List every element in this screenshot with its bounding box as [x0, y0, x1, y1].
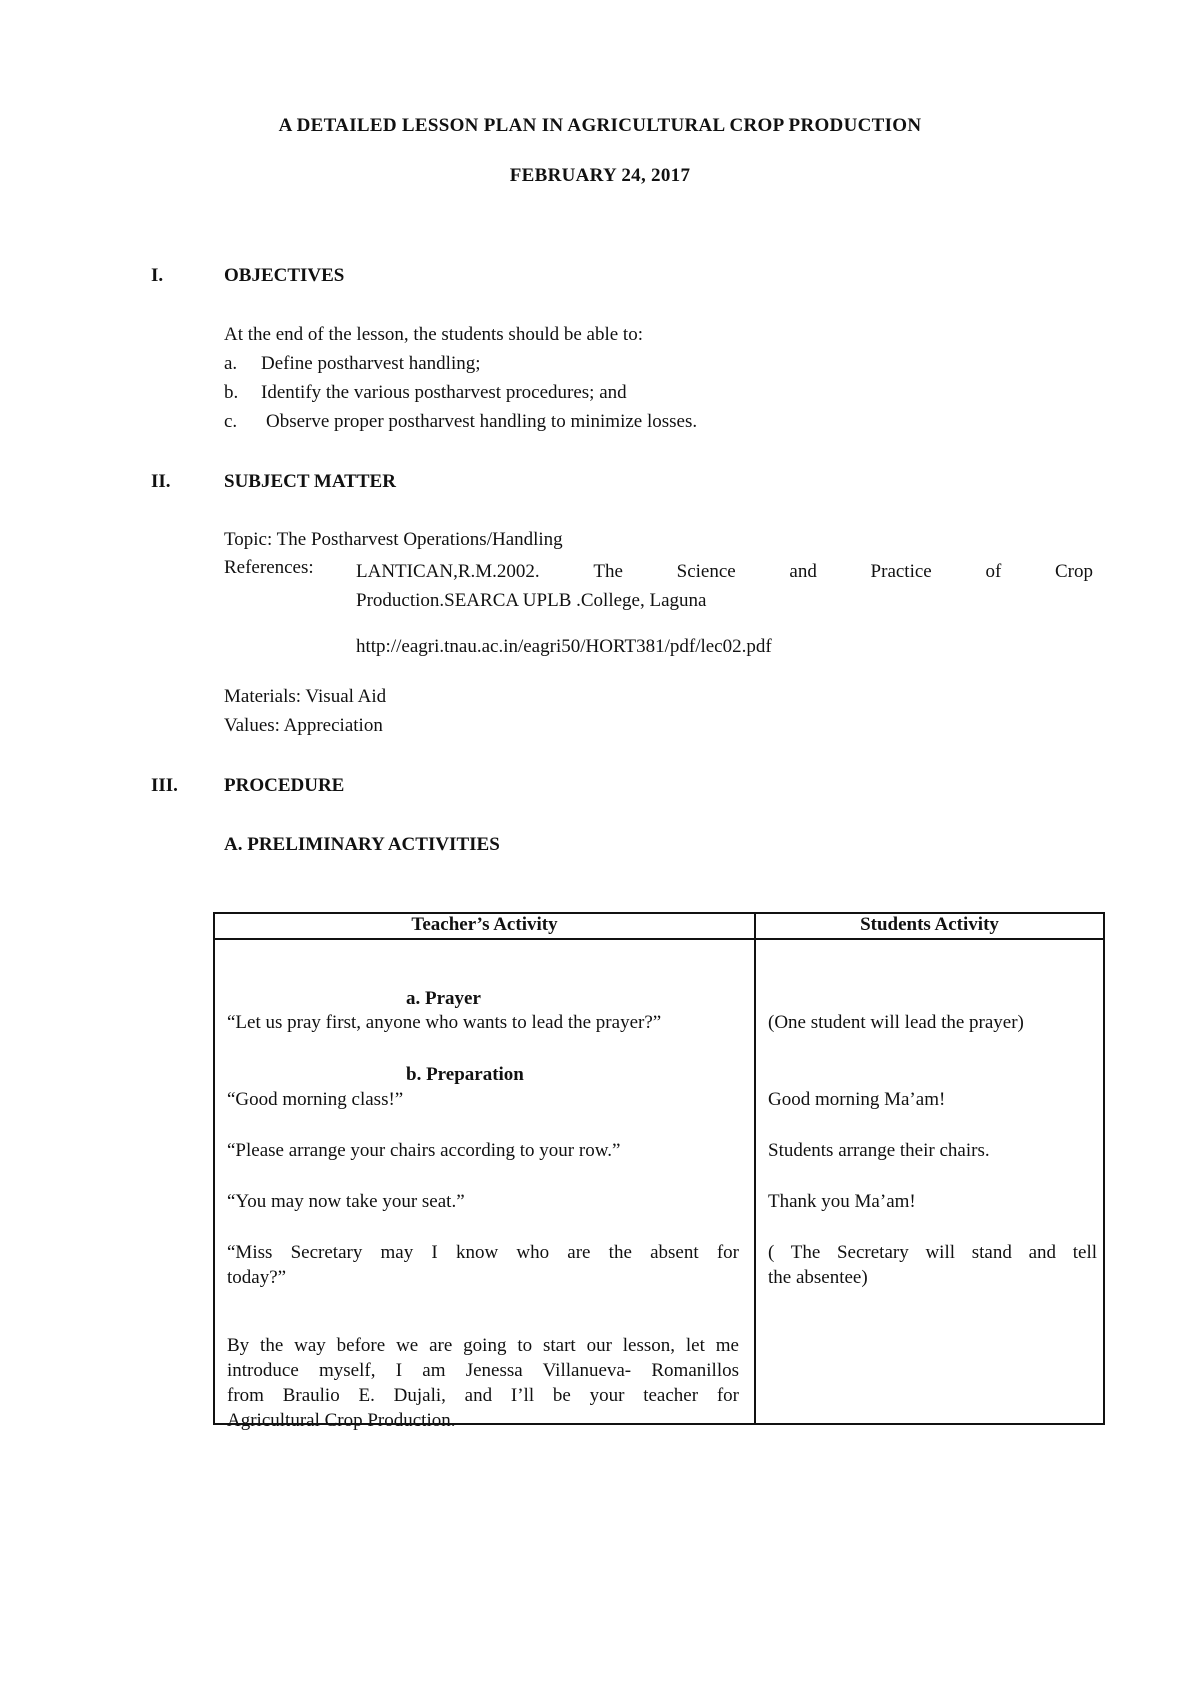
references-text — [356, 557, 1093, 615]
reference-word: Science — [676, 561, 736, 582]
arrange-student-line: Students arrange their chairs. — [768, 1140, 990, 1161]
greeting-teacher-line: “Good morning class!” — [227, 1089, 404, 1110]
introduction-teacher-line: By the way before we are going to start our lesson, let me — [227, 1335, 739, 1356]
objective-item: Identify the various postharvest procedures; and — [261, 382, 627, 403]
section-heading-objectives: OBJECTIVES — [224, 265, 345, 286]
section-numeral-subject-matter: II. — [151, 471, 171, 492]
values-line: Values: Appreciation — [224, 715, 383, 736]
arrange-teacher-line: “Please arrange your chairs according to your row.” — [227, 1140, 621, 1161]
section-numeral-procedure: III. — [151, 775, 178, 796]
reference-word: of — [985, 561, 1002, 582]
reference-url: http://eagri.tnau.ac.in/eagri50/HORT381/pdf/lec02.pdf — [356, 636, 772, 657]
secretary-student-line: the absentee) — [768, 1267, 868, 1288]
reference-word: Crop — [1054, 561, 1093, 582]
greeting-student-line: Good morning Ma’am! — [768, 1089, 946, 1110]
section-heading-procedure: PROCEDURE — [224, 775, 345, 796]
prayer-teacher-line: “Let us pray first, anyone who wants to lead the prayer?” — [227, 1012, 662, 1033]
table-row — [214, 939, 1104, 1424]
objective-marker: b. — [224, 382, 239, 403]
secretary-teacher-line: today?” — [227, 1267, 287, 1288]
students-activity-cell — [755, 939, 1104, 1424]
reference-word: LANTICAN,R.M.2002. — [356, 561, 540, 582]
preliminary-activities-heading: A. PRELIMINARY ACTIVITIES — [224, 834, 500, 855]
secretary-student-line: ( The Secretary will stand and tell — [768, 1242, 1097, 1263]
table-header-row — [214, 913, 1104, 939]
references-line-1 — [356, 557, 1093, 586]
prayer-student-line: (One student will lead the prayer) — [768, 1012, 1024, 1033]
seat-student-line: Thank you Ma’am! — [768, 1191, 916, 1212]
section-heading-subject-matter: SUBJECT MATTER — [224, 471, 396, 492]
lesson-plan-title: A DETAILED LESSON PLAN IN AGRICULTURAL CROP PRODUCTION — [278, 115, 922, 136]
seat-teacher-line: “You may now take your seat.” — [227, 1191, 465, 1212]
lesson-date: FEBRUARY 24, 2017 — [509, 165, 691, 186]
objective-marker: a. — [224, 353, 238, 374]
introduction-teacher-line: from Braulio E. Dujali, and I’ll be your teacher for — [227, 1385, 739, 1406]
objective-item: Observe proper postharvest handling to minimize losses. — [266, 411, 698, 432]
section-numeral-objectives: I. — [151, 265, 164, 286]
preparation-heading: b. Preparation — [406, 1064, 524, 1085]
materials-line: Materials: Visual Aid — [224, 686, 387, 707]
objective-marker: c. — [224, 411, 238, 432]
students-activity-header: Students Activity — [755, 913, 1104, 939]
secretary-teacher-line: “Miss Secretary may I know who are the absent for — [227, 1242, 739, 1263]
prayer-heading: a. Prayer — [406, 988, 481, 1009]
references-line-2: Production.SEARCA UPLB .College, Laguna — [356, 590, 707, 611]
references-label: References: — [224, 557, 314, 578]
reference-word: and — [789, 561, 817, 582]
teacher-activity-header: Teacher’s Activity — [214, 913, 755, 939]
introduction-teacher-line: introduce myself, I am Jenessa Villanueva- Romanillos — [227, 1360, 739, 1381]
objectives-intro: At the end of the lesson, the students should be able to: — [224, 324, 643, 345]
reference-word: The — [593, 561, 623, 582]
teacher-activity-cell — [214, 939, 755, 1431]
introduction-teacher-line: Agricultural Crop Production. — [227, 1410, 456, 1431]
objective-item: Define postharvest handling; — [261, 353, 481, 374]
activity-table — [213, 912, 1105, 1431]
topic-line: Topic: The Postharvest Operations/Handling — [224, 529, 563, 550]
reference-word: Practice — [870, 561, 932, 582]
